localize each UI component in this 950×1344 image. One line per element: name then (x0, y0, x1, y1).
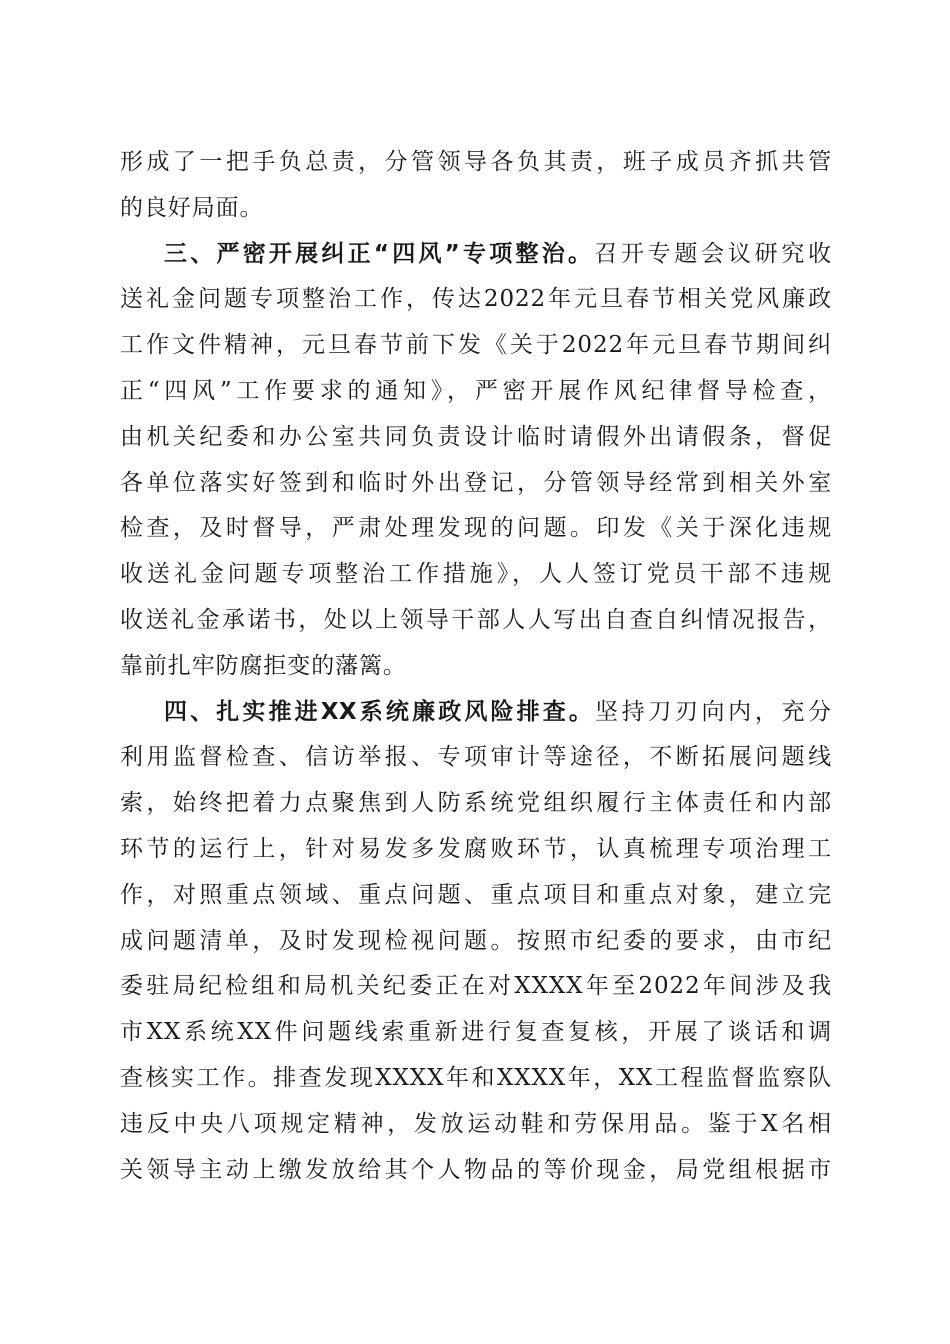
text-line: 各单位落实好签到和临时外出登记，分管领导经常到相关外室 (120, 469, 832, 496)
text-line: 正“四风”工作要求的通知》，严密开展作风纪律督导检查， (120, 377, 832, 404)
text-line: 关领导主动上缴发放给其个人物品的等价现金，局党组根据市 (120, 1156, 832, 1183)
text-line: 利用监督检查、信访举报、专项审计等途径，不断拓展问题线 (120, 744, 832, 771)
body-text (120, 140, 832, 1193)
paragraph-text: 召开专题会议研究收 (594, 240, 832, 267)
text-line: 靠前扎牢防腐拒变的藩篱。 (120, 652, 407, 679)
section-heading: 三、严密开展纠正“四风”专项整治。 (164, 240, 595, 267)
text-line: 收送礼金问题专项整治工作措施》，人人签订党员干部不违规 (120, 561, 832, 588)
paragraph-text: 坚持刀刃向内，充分 (595, 698, 832, 725)
text-line: 作，对照重点领域、重点问题、重点项目和重点对象，建立完 (120, 881, 832, 908)
text-line: 工作文件精神，元旦春节前下发《关于2022年元旦春节期间纠 (120, 332, 832, 359)
text-line: 收送礼金承诺书，处以上领导干部人人写出自查自纠情况报告， (120, 606, 832, 633)
paragraph-first-line (120, 690, 832, 736)
text-line: 检查，及时督导，严肃处理发现的问题。印发《关于深化违规 (120, 515, 832, 542)
text-line: 市XX系统XX件问题线索重新进行复查复核，开展了谈话和调 (120, 1019, 832, 1046)
text-line: 送礼金问题专项整治工作，传达2022年元旦春节相关党风廉政 (120, 286, 832, 313)
text-line: 委驻局纪检组和局机关纪委正在对XXXX年至2022年间涉及我 (120, 973, 832, 1000)
paragraph-first-line (120, 232, 832, 278)
text-line: 成问题清单，及时发现检视问题。按照市纪委的要求，由市纪 (120, 927, 832, 954)
text-line: 查核实工作。排查发现XXXX年和XXXX年，XX工程监督监察队 (120, 1064, 832, 1091)
text-line: 环节的运行上，针对易发多发腐败环节，认真梳理专项治理工 (120, 835, 832, 862)
text-line: 形成了一把手负总责，分管领导各负其责，班子成员齐抓共管 (120, 149, 832, 175)
text-line: 索，始终把着力点聚焦到人防系统党组织履行主体责任和内部 (120, 790, 832, 817)
text-line: 的良好局面。 (120, 194, 264, 221)
section-heading: 四、扎实推进XX系统廉政风险排查。 (164, 698, 596, 725)
text-line: 违反中央八项规定精神，发放运动鞋和劳保用品。鉴于X名相 (120, 1110, 832, 1137)
text-line: 由机关纪委和办公室共同负责设计临时请假外出请假条，督促 (120, 423, 832, 450)
